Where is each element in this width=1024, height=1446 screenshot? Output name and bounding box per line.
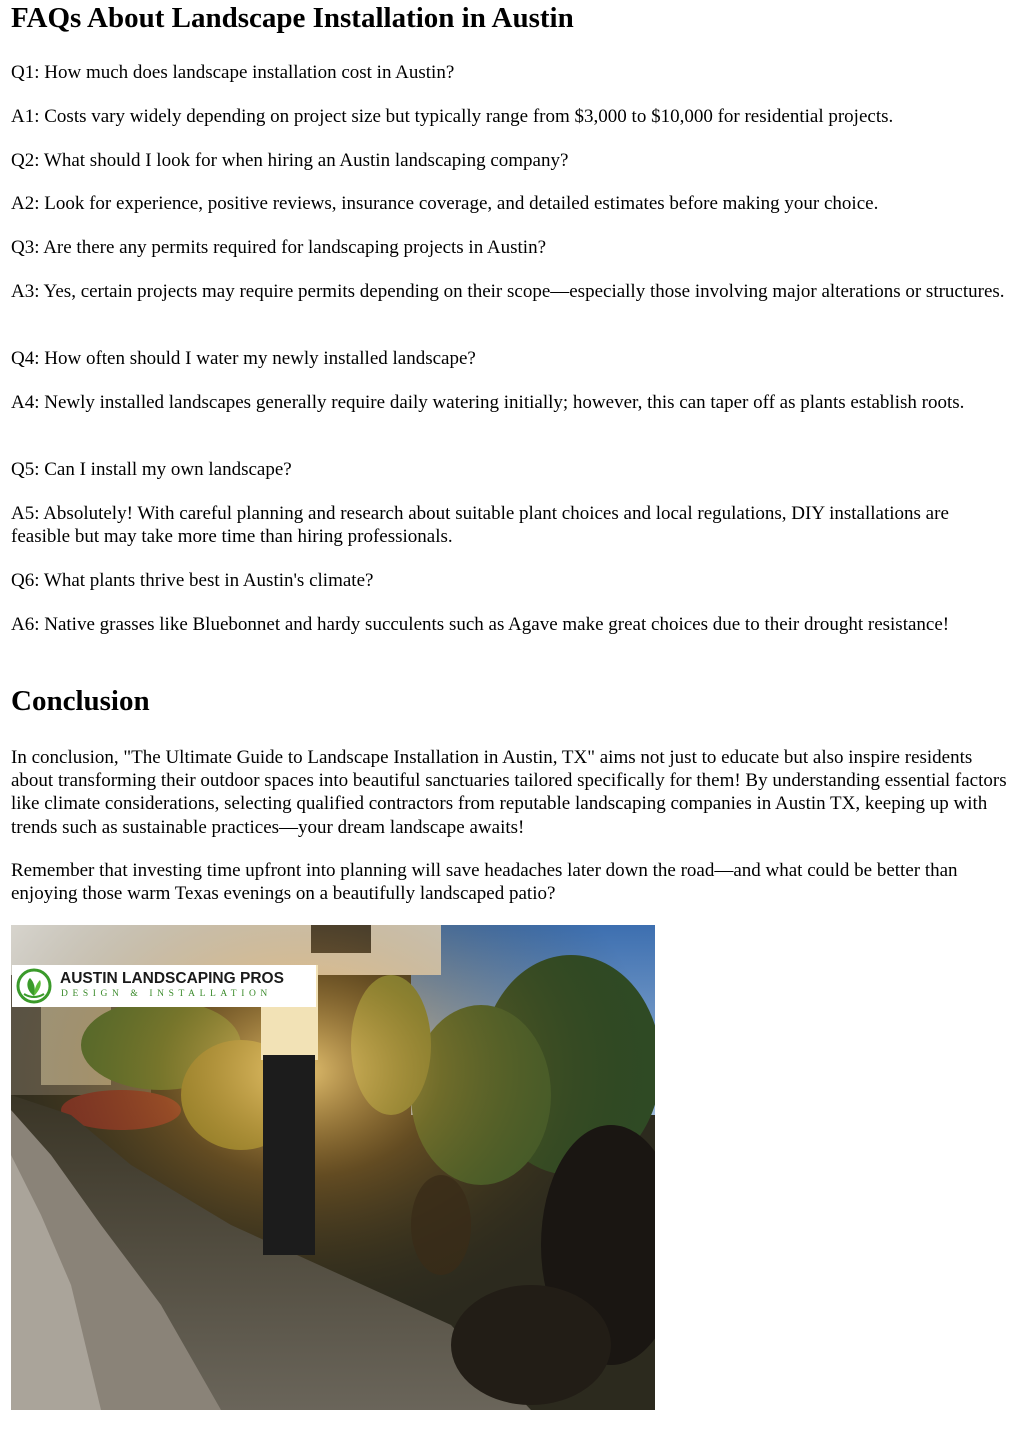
- conclusion-paragraph-2: Remember that investing time upfront into planning will save headaches later down the road—and what could be better than enjoying those warm Texas evenings on a beautifully landscaped patio?: [11, 860, 958, 905]
- faq-question-1: Q1: How much does landscape installation cost in Austin?: [11, 62, 455, 83]
- faq-answer-5: A5: Absolutely! With careful planning and research about suitable plant choices and local regulations, DIY installations are feasible but may take more time than hiring professionals.: [11, 503, 949, 548]
- faq-answer-2: A2: Look for experience, positive reviews, insurance coverage, and detailed estimates before making your choice.: [11, 193, 879, 214]
- faq-answer-3: A3: Yes, certain projects may require permits depending on their scope—especially those involving major alterations or structures.: [11, 281, 1005, 302]
- faq-heading: FAQs About Landscape Installation in Austin: [11, 2, 574, 34]
- faq-question-2: Q2: What should I look for when hiring an Austin landscaping company?: [11, 150, 569, 171]
- leaf-logo-icon: [16, 968, 52, 1004]
- faq-answer-6: A6: Native grasses like Bluebonnet and hardy succulents such as Agave make great choices due to their drought resistance!: [11, 614, 950, 635]
- faq-answer-4: A4: Newly installed landscapes generally require daily watering initially; however, this can taper off as plants establish roots.: [11, 392, 965, 413]
- conclusion-heading: Conclusion: [11, 685, 150, 717]
- faq-question-4: Q4: How often should I water my newly installed landscape?: [11, 348, 476, 369]
- logo-title: AUSTIN LANDSCAPING PROS: [60, 970, 284, 987]
- logo-subtitle: DESIGN & INSTALLATION: [61, 989, 272, 999]
- faq-question-5: Q5: Can I install my own landscape?: [11, 459, 292, 480]
- conclusion-paragraph-1: In conclusion, "The Ultimate Guide to Landscape Installation in Austin, TX" aims not just to educate but also inspire residents about transforming their outdoor spaces into beautiful sanctuaries tailored specifically for them! By understanding essential factors like climate considerations, selecting qualified contractors from reputable landscaping companies in Austin TX, keeping up with trends such as sustainable practices—your dream landscape awaits!: [11, 747, 1007, 838]
- faq-question-3: Q3: Are there any permits required for landscaping projects in Austin?: [11, 237, 547, 258]
- landscape-photo: [11, 925, 655, 1410]
- faq-question-6: Q6: What plants thrive best in Austin's climate?: [11, 570, 374, 591]
- company-logo: [12, 965, 316, 1007]
- faq-answer-1: A1: Costs vary widely depending on project size but typically range from $3,000 to $10,000 for residential projects.: [11, 106, 894, 127]
